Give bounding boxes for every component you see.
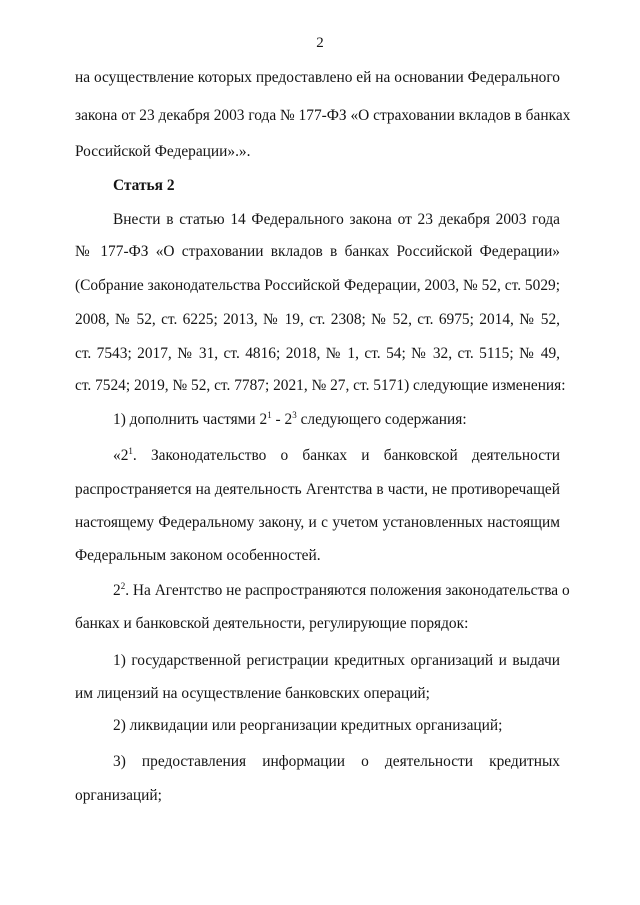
part21-line-4: Федеральным законом особенностей.: [75, 547, 321, 564]
page-number: 2: [316, 35, 324, 51]
list-item-3-line-2: организаций;: [75, 787, 162, 804]
item1-before: 1) дополнить частями 2: [113, 411, 268, 428]
item1-line: [113, 410, 560, 430]
article-line-2: № 177-ФЗ «О страховании вкладов в банках Российской Федерации»: [75, 243, 560, 260]
part21-first-rest: . Законодательство о банках и банковской деятельности: [132, 447, 560, 464]
item1-after: следующего содержания:: [296, 411, 467, 428]
article-line-1: Внести в статью 14 Федерального закона от 23 декабря 2003 года: [113, 211, 560, 228]
article-line-6: ст. 7524; 2019, № 52, ст. 7787; 2021, № 27, ст. 5171) следующие изменения:: [75, 377, 566, 394]
article-line-3: (Собрание законодательства Российской Федерации, 2003, № 52, ст. 5029;: [75, 277, 560, 294]
part21-sup: 1: [128, 446, 133, 456]
part22-open: 2: [113, 582, 121, 599]
article-line-5: ст. 7543; 2017, № 31, ст. 4816; 2018, № 1, ст. 54; № 32, ст. 5115; № 49,: [75, 345, 560, 362]
part22-line-2: банках и банковской деятельности, регулирующие порядок:: [75, 615, 469, 632]
part22-line-1: [113, 581, 570, 601]
intro-line-2: закона от 23 декабря 2003 года № 177-ФЗ «О страховании вкладов в банках: [75, 107, 571, 124]
part21-line-2: распространяется на деятельность Агентства в части, не противоречащей: [75, 481, 560, 498]
part21-open: «2: [113, 447, 129, 464]
part21-line-3: настоящему Федеральному закону, и с учетом установленных настоящим: [75, 514, 560, 531]
list-item-3-line-1: 3) предоставления информации о деятельности кредитных: [113, 753, 560, 770]
article-heading: Статья 2: [113, 177, 175, 194]
item1-sup-b: 3: [292, 410, 297, 420]
part21-line-1: [113, 446, 560, 466]
article-line-4: 2008, № 52, ст. 6225; 2013, № 19, ст. 2308; № 52, ст. 6975; 2014, № 52,: [75, 311, 560, 328]
list-item-2: 2) ликвидации или реорганизации кредитных организаций;: [113, 717, 503, 734]
list-item-1-line-1: 1) государственной регистрации кредитных организаций и выдачи: [113, 652, 560, 669]
part22-first-rest: . На Агентство не распространяются положения законодательства о: [125, 582, 570, 599]
part22-sup: 2: [120, 581, 126, 591]
list-item-1-line-2: им лицензий на осуществление банковских операций;: [75, 685, 430, 702]
intro-line-1: на осуществление которых предоставлено ей на основании Федерального: [75, 69, 560, 86]
item1-middle: - 2: [271, 411, 293, 428]
intro-line-3: Российской Федерации».».: [75, 143, 251, 160]
item1-sup-a: 1: [267, 410, 272, 420]
